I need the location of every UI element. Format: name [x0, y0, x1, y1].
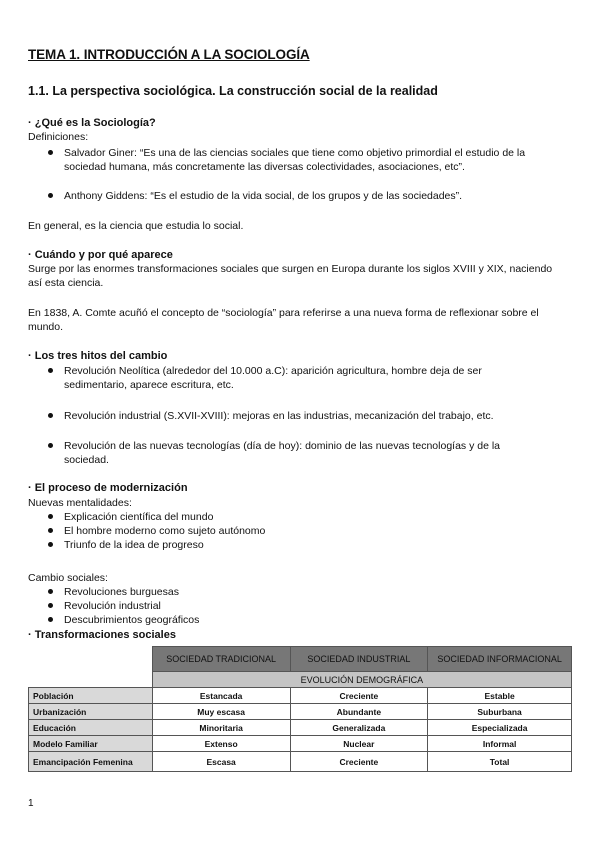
page-number: 1 — [28, 798, 34, 809]
heading-cuando: · Cuándo y por qué aparece — [28, 249, 173, 261]
list-item: Descubrimientos geográficos — [44, 613, 560, 627]
definitions-list — [44, 146, 560, 174]
column-header: SOCIEDAD TRADICIONAL — [152, 647, 290, 672]
table-header-row — [29, 647, 572, 672]
row-label: Educación — [29, 720, 153, 736]
row-label: Población — [29, 688, 153, 704]
table-cell: Extenso — [152, 736, 290, 752]
column-header: SOCIEDAD INFORMACIONAL — [428, 647, 572, 672]
list-item: Revolución Neolítica (alrededor del 10.000 a.C): aparición agricultura, hombre deja de ser sedimentario, aparece escritura, etc. — [44, 364, 540, 392]
cambios-intro: Cambio sociales: — [28, 572, 108, 584]
heading-que-es: · ¿Qué es la Sociología? — [28, 117, 156, 129]
bullet-icon — [48, 443, 53, 448]
table-cell: Generalizada — [290, 720, 428, 736]
table-cell: Especializada — [428, 720, 572, 736]
table-cell: Informal — [428, 736, 572, 752]
table-row — [29, 704, 572, 720]
bullet-icon — [48, 589, 53, 594]
definitions-intro: Definiciones: — [28, 131, 89, 143]
list-item: Anthony Giddens: “Es el estudio de la vida social, de los grupos y de las sociedades”. — [44, 189, 560, 203]
table-cell: Total — [428, 752, 572, 772]
table-row — [29, 688, 572, 704]
table-row — [29, 752, 572, 772]
bullet-icon — [48, 528, 53, 533]
list-item: Revolución de las nuevas tecnologías (día de hoy): dominio de las nuevas tecnologías y de la sociedad. — [44, 439, 540, 467]
table-corner — [29, 647, 153, 672]
table-cell: Suburbana — [428, 704, 572, 720]
list-item: Revoluciones burguesas — [44, 585, 560, 599]
row-label: Emancipación Femenina — [29, 752, 153, 772]
table-cell: Creciente — [290, 688, 428, 704]
list-item: Explicación científica del mundo — [44, 510, 560, 524]
hitos-list-3 — [44, 439, 540, 467]
bullet-icon — [48, 150, 53, 155]
bullet-icon — [48, 542, 53, 547]
document-title: TEMA 1. INTRODUCCIÓN A LA SOCIOLOGÍA — [28, 47, 310, 62]
row-label: Modelo Familiar — [29, 736, 153, 752]
table-group-row — [29, 672, 572, 688]
column-header: SOCIEDAD INDUSTRIAL — [290, 647, 428, 672]
list-item: Revolución industrial — [44, 599, 560, 613]
bullet-icon — [48, 617, 53, 622]
definitions-list-2 — [44, 189, 560, 203]
table-cell: Muy escasa — [152, 704, 290, 720]
section-subtitle: 1.1. La perspectiva sociológica. La construcción social de la realidad — [28, 84, 438, 98]
table-cell: Estable — [428, 688, 572, 704]
bullet-icon — [48, 603, 53, 608]
table-row — [29, 736, 572, 752]
mentalidades-list — [44, 510, 560, 552]
table-cell: Minoritaria — [152, 720, 290, 736]
table-cell: Creciente — [290, 752, 428, 772]
group-header-evolucion: EVOLUCIÓN DEMOGRÁFICA — [152, 672, 571, 688]
definition-summary: En general, es la ciencia que estudia lo social. — [28, 220, 244, 232]
bullet-icon — [48, 413, 53, 418]
table-cell: Estancada — [152, 688, 290, 704]
hitos-list-1 — [44, 364, 540, 392]
bullet-icon — [48, 368, 53, 373]
hitos-list-2 — [44, 409, 560, 423]
table-cell: Nuclear — [290, 736, 428, 752]
origin-paragraph: Surge por las enormes transformaciones sociales que surgen en Europa durante los siglos XVIII y XIX, naciendo así esta ciencia. — [28, 263, 553, 289]
table-cell: Escasa — [152, 752, 290, 772]
comte-paragraph: En 1838, A. Comte acuñó el concepto de “sociología” para referirse a una nueva forma de reflexionar sobre el mundo. — [28, 307, 539, 333]
list-item: Salvador Giner: “Es una de las ciencias sociales que tiene como objetivo primordial el estudio de la sociedad humana, más concretamente las diversas colectividades, asociaciones, etc”. — [44, 146, 560, 174]
bullet-icon — [48, 193, 53, 198]
bullet-icon — [48, 514, 53, 519]
list-item: El hombre moderno como sujeto autónomo — [44, 524, 560, 538]
list-item: Triunfo de la idea de progreso — [44, 538, 560, 552]
table-spacer — [29, 672, 153, 688]
list-item: Revolución industrial (S.XVII-XVIII): mejoras en las industrias, mecanización del trabajo, etc. — [44, 409, 560, 423]
transformaciones-table — [28, 646, 572, 772]
table-row — [29, 720, 572, 736]
heading-transformaciones: · Transformaciones sociales — [28, 629, 176, 641]
heading-hitos: · Los tres hitos del cambio — [28, 350, 168, 362]
cambios-list — [44, 585, 560, 627]
heading-modernizacion: · El proceso de modernización — [28, 482, 188, 494]
mentalidades-intro: Nuevas mentalidades: — [28, 497, 132, 509]
table-cell: Abundante — [290, 704, 428, 720]
row-label: Urbanización — [29, 704, 153, 720]
